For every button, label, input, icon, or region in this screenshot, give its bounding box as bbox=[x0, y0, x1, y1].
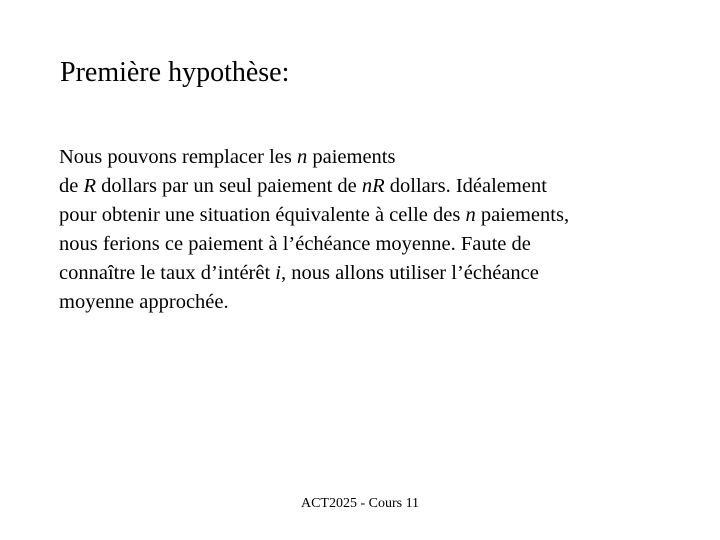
body-line-5 bbox=[59, 259, 679, 288]
italic-variable-nr: nR bbox=[361, 175, 385, 197]
text-segment: paiements, bbox=[475, 204, 570, 226]
text-segment: Nous pouvons remplacer les bbox=[59, 146, 297, 168]
text-segment: paiements bbox=[307, 146, 396, 168]
italic-variable-n: n bbox=[296, 146, 308, 168]
text-segment: dollars par un seul paiement de bbox=[96, 175, 362, 197]
text-segment: moyenne approchée. bbox=[59, 291, 229, 313]
body-line-4 bbox=[59, 230, 679, 259]
body-line-3 bbox=[59, 201, 679, 230]
body-line-6 bbox=[59, 288, 679, 317]
text-segment: pour obtenir une situation équivalente à celle des bbox=[59, 204, 466, 226]
body-line-2 bbox=[59, 172, 679, 201]
italic-variable-n: n bbox=[465, 204, 476, 226]
text-segment: connaître le taux d’intérêt bbox=[59, 262, 276, 284]
body-line-1 bbox=[59, 143, 679, 172]
italic-variable-r: R bbox=[83, 175, 97, 197]
text-segment: nous ferions ce paiement à l’échéance moyenne. Faute de bbox=[59, 233, 531, 255]
text-segment: , nous allons utiliser l’échéance bbox=[281, 262, 539, 284]
text-segment: dollars. Idéalement bbox=[384, 175, 547, 197]
slide-body-paragraph bbox=[59, 143, 679, 317]
slide-title: Première hypothèse: bbox=[60, 57, 290, 88]
text-segment: de bbox=[59, 175, 84, 197]
slide-footer: ACT2025 - Cours 11 bbox=[300, 496, 420, 511]
italic-variable-i: i bbox=[275, 262, 281, 284]
